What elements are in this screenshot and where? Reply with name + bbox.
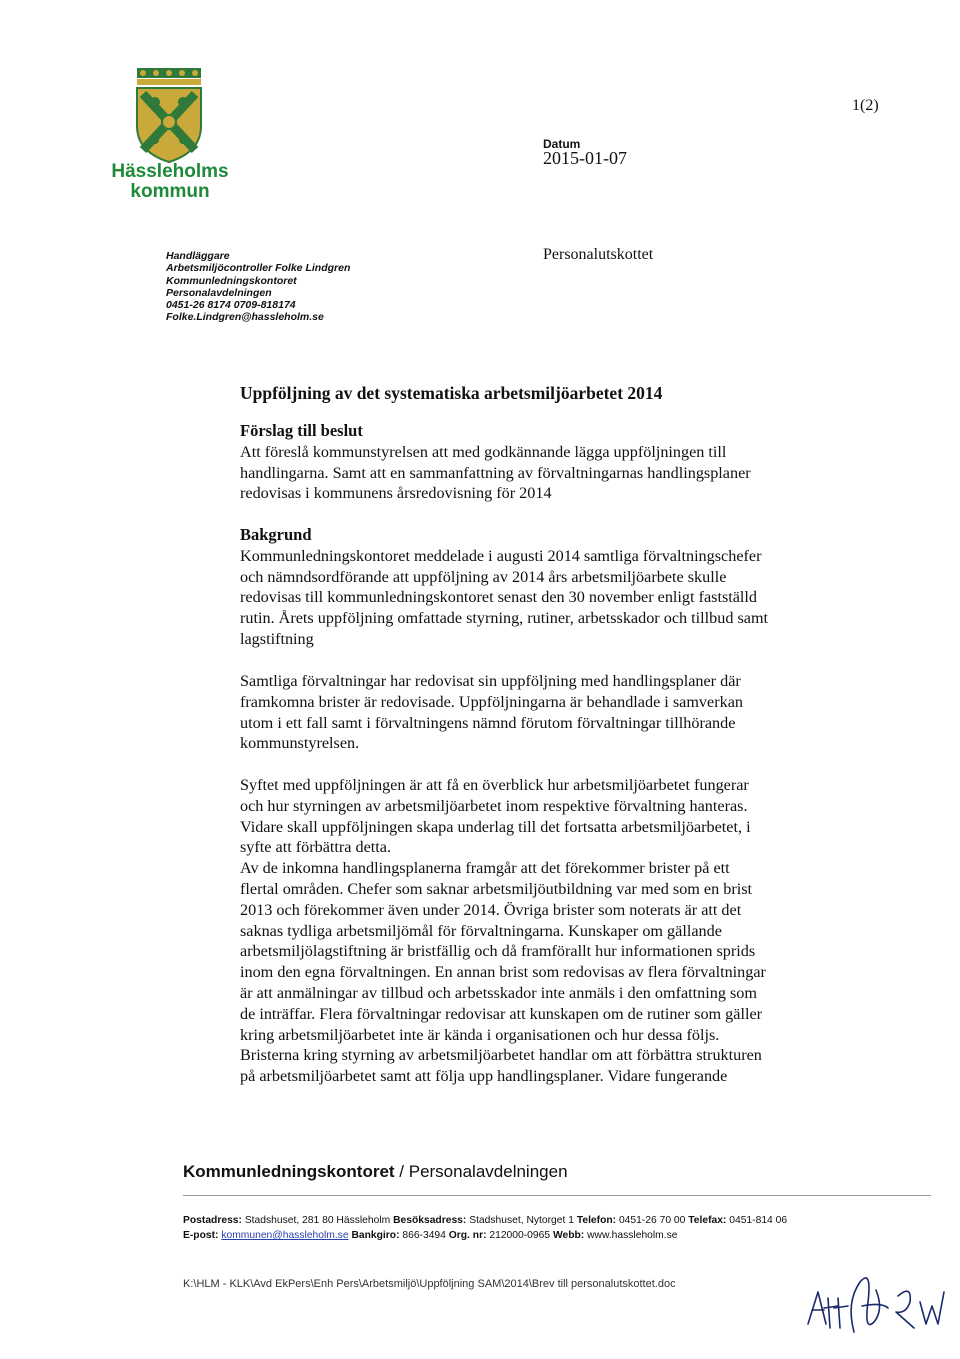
text-line: utom i ett fall samt i förvaltningens nämnd förutom förvaltningar tillhörande (240, 713, 736, 732)
text-line: Samtliga förvaltningar har redovisat sin uppföljning med handlingsplaner där (240, 672, 741, 690)
text-line: på arbetsmiljöarbetet samt att följa upp handlingsplaner. Vidare fungerande (240, 1067, 728, 1086)
handler-line: Kommunledningskontoret (166, 274, 297, 287)
municipality-name-line2: kommun (130, 181, 210, 202)
proposal-heading: Förslag till beslut (240, 421, 363, 440)
handwritten-signature-icon (802, 1262, 947, 1342)
web-value: www.hassleholm.se (584, 1230, 678, 1241)
postal-value: Stadshuset, 281 80 Hässleholm (241, 1215, 394, 1226)
org-number-label: Org. nr: (448, 1230, 487, 1241)
text-line: rutin. Årets uppföljning omfattade styrning, rutiner, arbetsskador och tillbud samt (240, 609, 769, 628)
handler-line: 0451-26 8174 0709-818174 (166, 299, 296, 312)
handler-line: Arbetsmiljöcontroller Folke Lindgren (166, 262, 351, 275)
text-line: de inträffar. Flera förvaltningar redovisar att kunskapen om de rutiner som gäller (240, 1004, 763, 1023)
footer-divider (183, 1195, 931, 1196)
text-line: Bristerna kring styrning av arbetsmiljöarbetet handlar om att förbättra strukturen (240, 1046, 762, 1065)
text-line: är att anmälningar av tillbud och arbetsskador inte anmäls i den omfattning som (240, 983, 757, 1002)
text-line: kring arbetsmiljöarbetet inte är kända i organisationen och hur dessa följs. (240, 1025, 720, 1044)
footer-contact-line1 (183, 1213, 787, 1228)
text-line: 2013 och förekommer även under 2014. Övriga brister som noterats är att det (240, 900, 742, 919)
document-title: Uppföljning av det systematiska arbetsmiljöarbetet 2014 (240, 383, 663, 403)
date-label: Datum (543, 137, 581, 151)
email-link[interactable]: kommunen@hassleholm.se (221, 1230, 349, 1241)
text-line: och hur styrningen av arbetsmiljöarbetet inom respektive förvaltning hanteras. (240, 796, 748, 815)
recipient: Personalutskottet (543, 246, 654, 263)
footer-organization (183, 1162, 568, 1182)
handler-line: Personalavdelningen (166, 286, 272, 299)
visit-value: Stadshuset, Nytorget 1 (466, 1215, 577, 1226)
background-heading: Bakgrund (240, 525, 312, 544)
visit-label: Besöksadress: (393, 1215, 467, 1226)
text-line: Syftet med uppföljningen är att få en överblick hur arbetsmiljöarbetet fungerar (240, 776, 749, 794)
text-line: flertal områden. Chefer som saknar arbetsmiljöutbildning var med som en brist (240, 879, 753, 898)
paragraph-summary (240, 671, 840, 754)
text-line: och nämndsordförande att uppföljning av 2014 års arbetsmiljöarbete skulle (240, 567, 727, 586)
bankgiro-label: Bankgiro: (351, 1230, 400, 1241)
background-section (240, 525, 840, 650)
web-label: Webb: (552, 1230, 585, 1241)
footer-contact-line2 (183, 1228, 787, 1243)
handler-email: Folke.Lindgren@hassleholm.se (166, 311, 324, 324)
text-line: redovisas i kommunens årsredovisning för 2014 (240, 484, 552, 503)
handler-line: Handläggare (166, 250, 230, 262)
date-value: 2015-01-07 (543, 148, 627, 168)
postal-label: Postadress: (183, 1215, 242, 1226)
text-line: arbetsmiljölagstiftning är bristfällig och då framförallt hur informationen sprids (240, 942, 756, 961)
text-line: kommunstyrelsen. (240, 734, 360, 753)
phone-value: 0451-26 70 00 (616, 1215, 689, 1226)
footer-org-name: Kommunledningskontoret (183, 1162, 395, 1181)
handler-info (166, 250, 350, 324)
proposal-section (240, 421, 840, 504)
file-path: K:\HLM - KLK\Avd EkPers\Enh Pers\Arbetsmiljö\Uppföljning SAM\2014\Brev till personalutskottet.doc (183, 1278, 676, 1290)
fax-label: Telefax: (688, 1215, 727, 1226)
org-number-value: 212000-0965 (486, 1230, 553, 1241)
text-line: handlingarna. Samt att en sammanfattning av förvaltningarnas handlingsplaner (240, 463, 751, 482)
footer-contact (183, 1213, 787, 1243)
bankgiro-value: 866-3494 (399, 1230, 449, 1241)
page-number: 1(2) (852, 97, 879, 114)
text-line: Vidare skall uppföljningen skapa underlag till det fortsatta arbetsmiljöarbetet, i (240, 817, 751, 836)
text-line: lagstiftning (240, 629, 314, 648)
text-line: Av de inkomna handlingsplanerna framgår att det förekommer brister på ett (240, 859, 730, 878)
municipality-name (100, 162, 240, 202)
email-label: E-post: (183, 1230, 219, 1241)
text-line: inom den egna förvaltningen. En annan brist som redovisas av flera förvaltningar (240, 963, 766, 982)
hassleholm-crest-logo (133, 66, 205, 164)
text-line: saknas tydliga arbetsmiljömål för förvaltningarna. Kunskaper om gällande (240, 921, 722, 940)
text-line: Att föreslå kommunstyrelsen att med godkännande lägga uppföljningen till (240, 442, 727, 461)
text-line: framkomna brister är redovisade. Uppföljningarna är behandlade i samverkan (240, 692, 743, 711)
text-line: Kommunledningskontoret meddelade i augusti 2014 samtliga förvaltningschefer (240, 546, 762, 565)
paragraph-purpose (240, 775, 840, 1087)
text-line: redovisas till kommunledningskontoret senast den 30 november enligt fastställd (240, 588, 758, 607)
crown-icon (137, 68, 201, 85)
fax-value: 0451-814 06 (726, 1215, 788, 1226)
phone-label: Telefon: (576, 1215, 617, 1226)
footer-org-department: / Personalavdelningen (394, 1162, 568, 1181)
municipality-name-line1: Hässleholms (111, 161, 229, 182)
text-line: syfte att förbättra detta. (240, 838, 392, 857)
